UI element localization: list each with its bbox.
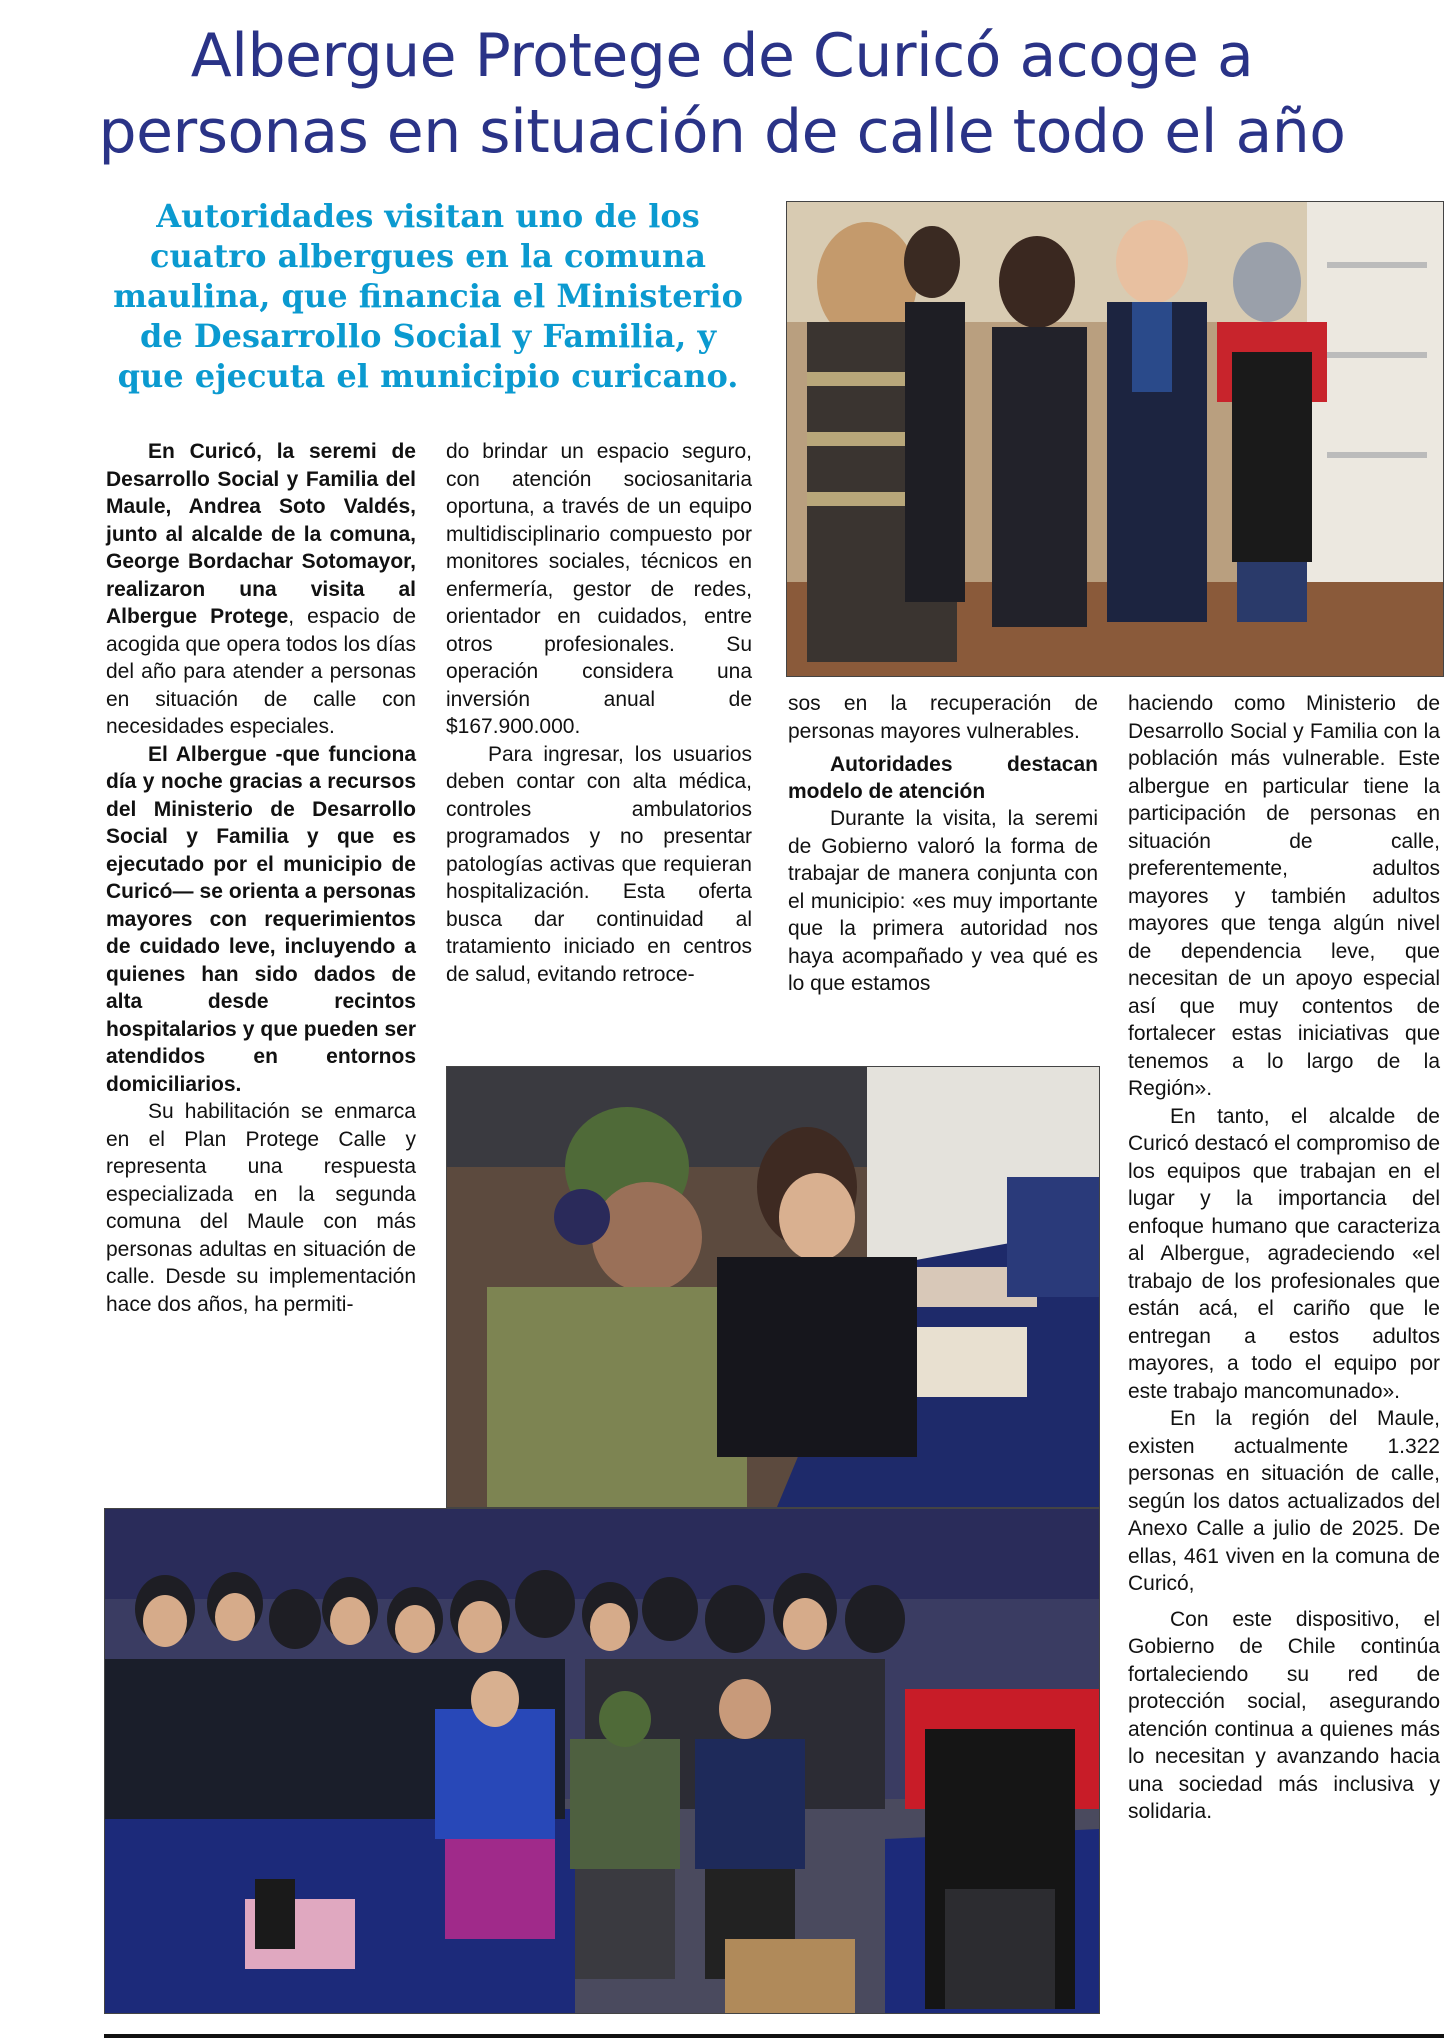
photo-game-table	[446, 1066, 1100, 1508]
col1-paragraph-1	[106, 438, 416, 741]
headline-line-1: Albergue Protege de Curicó acoge a	[190, 21, 1254, 91]
column-4	[1128, 690, 1440, 1826]
col1-paragraph-3: Su habilitación se enmarca en el Plan Protege Calle y representa una respuesta especializada en la segunda comuna del Maule con más personas adultas en situación de calle. Desde su implementación hace dos años, ha permiti-	[106, 1100, 416, 1316]
headline	[0, 18, 1444, 170]
column-2	[446, 438, 752, 988]
col1-para2-bold: El Albergue -que funciona día y noche gracias a recursos del Ministerio de Desarrollo Social y Familia y que es ejecutado por el municipio de Curicó— se orienta a personas mayores con requerimientos de cuidado leve, incluyendo a quienes han sido dados de alta desde recintos hospitalarios y que pueden ser atendidos en entornos domiciliarios.	[106, 742, 416, 1096]
col3-subheading: Autoridades destacan modelo de atención	[788, 753, 1098, 803]
bottom-divider	[104, 2034, 1444, 2038]
col1-lead-bold: En Curicó, la seremi de Desarrollo Social y Familia del Maule, Andrea Soto Valdés, junto al alcalde de la comuna, George Bordachar Sotomayor, realizaron una visita al Albergue Protege	[106, 440, 416, 628]
photo-authorities-visit	[786, 201, 1444, 677]
col2-paragraph-2: Para ingresar, los usuarios deben contar con alta médica, controles ambulatorios programados y no presentar patologías activas que requieran hospitalización. Esta oferta busca dar continuidad al tratamiento iniciado en centros de salud, evitando retroce-	[446, 742, 752, 986]
col1-lead-rest: , espacio de acogida que opera todos los días del año para atender a personas en situación de calle con necesidades especiales.	[106, 605, 416, 738]
column-1	[106, 438, 416, 1318]
col1-paragraph-2	[106, 741, 416, 1099]
col4-paragraph-4: Con este dispositivo, el Gobierno de Chile continúa fortaleciendo su red de protección social, asegurando atención continua a quienes más lo necesitan y avanzando hacia una sociedad más inclusiva y solidaria.	[1128, 1607, 1440, 1823]
col2-paragraph-1: do brindar un espacio seguro, con atención sociosanitaria oportuna, a través de un equipo multidisciplinario compuesto por monitores sociales, técnicos en enfermería, gestor de redes, orientador en cuidados, entre otros profesionales. Su operación considera una inversión anual de $167.900.000.	[446, 440, 752, 738]
subheadline: Autoridades visitan uno de los cuatro albergues en la comuna maulina, que financia el Ministerio de Desarrollo Social y Familia, y que ejecuta el municipio curicano.	[113, 197, 743, 395]
col4-paragraph-2: En tanto, el alcalde de Curicó destacó el compromiso de los equipos que trabajan en el lugar y la importancia del enfoque humano que caracteriza al Albergue, agradeciendo «el trabajo de los profesionales que están acá, el cariño que le entregan a estos adultos mayores, a todo el equipo por este trabajo mancomunado».	[1128, 1104, 1440, 1403]
col4-paragraph-1: haciendo como Ministerio de Desarrollo Social y Familia con la población más vulnerable. Este albergue en particular tiene la participación de personas en situación de calle, preferentemente, adultos mayores y también adultos mayores que tenga algún nivel de dependencia leve, que necesitan de un apoyo especial así que muy contentos de fortalecer estas iniciativas que tenemos a lo largo de la Región».	[1128, 692, 1440, 1100]
photo-authorities-visit-image	[787, 202, 1443, 676]
photo-game-table-image	[447, 1067, 1099, 1507]
col3-paragraph-1: sos en la recuperación de personas mayores vulnerables.	[788, 692, 1098, 743]
photo-group-portrait-image	[105, 1509, 1099, 2013]
headline-line-2: personas en situación de calle todo el año	[98, 97, 1346, 167]
col3-paragraph-2: Durante la visita, la seremi de Gobierno valoró la forma de trabajar de manera conjunta con el municipio: «es muy importante que la primera autoridad nos haya acompañado y vea qué es lo que estamos	[788, 807, 1098, 995]
column-3	[788, 690, 1098, 998]
col4-paragraph-3: En la región del Maule, existen actualmente 1.322 personas en situación de calle, según los datos actualizados del Anexo Calle a julio de 2025. De ellas, 461 viven en la comuna de Curicó,	[1128, 1407, 1440, 1595]
photo-group-portrait	[104, 1508, 1100, 2014]
